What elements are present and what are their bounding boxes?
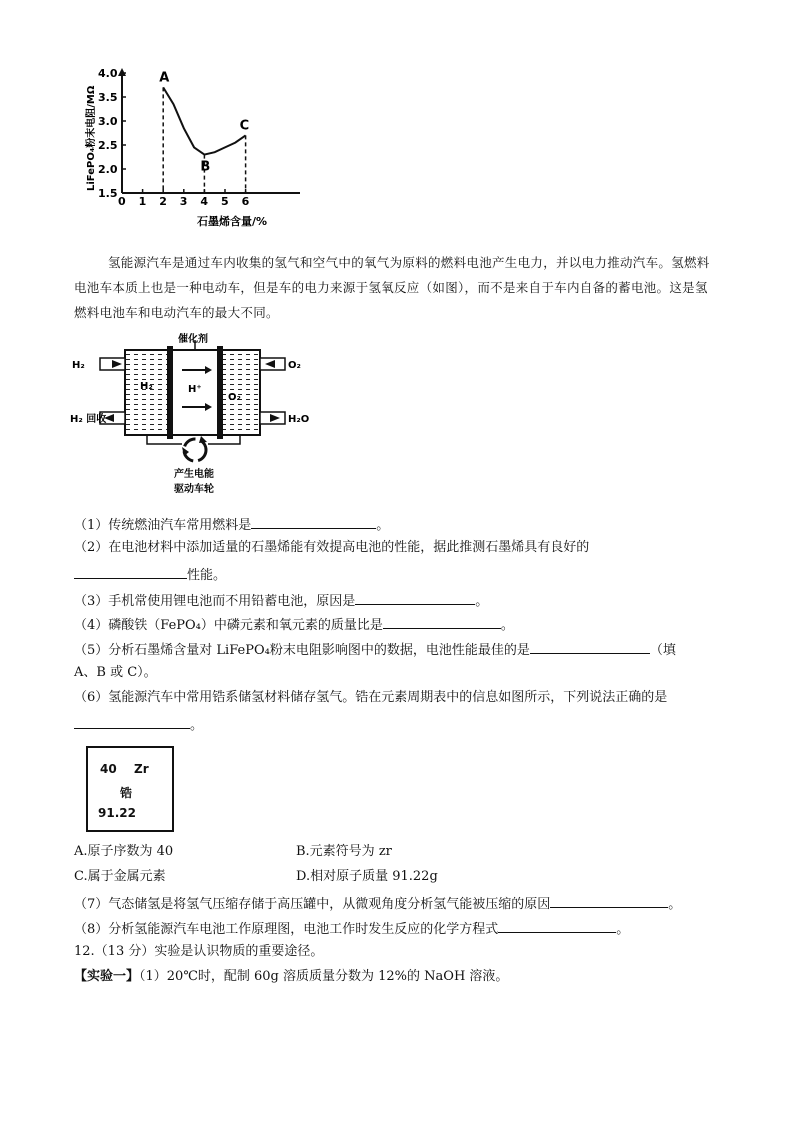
element-name: 锆 bbox=[120, 786, 133, 800]
x-axis-title: 石墨烯含量/% bbox=[197, 215, 268, 228]
y-tick-label: 1.5 bbox=[98, 187, 118, 200]
y-axis-title: LiFePO₄粉末电阻/MΩ bbox=[86, 85, 97, 191]
h-plus-label: H⁺ bbox=[188, 384, 202, 395]
caption-drive-wheels: 驱动车轮 bbox=[174, 484, 214, 495]
answer-blank-2[interactable] bbox=[74, 564, 187, 579]
x-tick-label: 1 bbox=[138, 195, 147, 208]
point-b-label: B bbox=[200, 159, 211, 175]
h2-chamber bbox=[125, 350, 170, 435]
recycle-icon bbox=[182, 436, 207, 461]
answer-blank-8[interactable] bbox=[498, 918, 616, 933]
o2-chamber-label: O₂ bbox=[228, 392, 241, 403]
h2-recycle-label: H₂ 回收 bbox=[70, 414, 107, 425]
h2-chamber-label: H₂ bbox=[140, 381, 153, 392]
question-2: （2）在电池材料中添加适量的石墨烯能有效提高电池的性能，据此推测石墨烯具有良好的 bbox=[74, 540, 590, 555]
y-tick-label: 3.0 bbox=[98, 115, 118, 128]
y-tick-label: 2.0 bbox=[98, 163, 118, 176]
answer-blank-1[interactable] bbox=[251, 514, 376, 529]
x-tick-label: 3 bbox=[179, 195, 188, 208]
question-6: （6）氢能源汽车中常用锆系储氢材料储存氢气。锆在元素周期表中的信息如图所示，下列说法正确的是 bbox=[74, 690, 668, 705]
option-b[interactable]: B.元素符号为 zr bbox=[296, 844, 392, 859]
option-a[interactable]: A.原子序数为 40 bbox=[74, 844, 174, 859]
answer-blank-7[interactable] bbox=[550, 893, 668, 908]
experiment-1: 【实验一】（1）20℃时，配制 60g 溶质质量分数为 12%的 NaOH 溶液。 bbox=[74, 969, 509, 984]
question-6-line2: 。 bbox=[74, 714, 203, 735]
y-tick-label: 3.5 bbox=[98, 91, 118, 104]
experiment-1-label: 【实验一】 bbox=[74, 969, 140, 984]
x-tick-label: 5 bbox=[221, 195, 229, 208]
o2-inlet-label: O₂ bbox=[288, 360, 301, 371]
fuel-cell-diagram bbox=[70, 332, 310, 502]
chart-axes bbox=[84, 67, 300, 228]
resistance-graph bbox=[80, 66, 300, 236]
question-3: （3）手机常使用锂电池而不用铅蓄电池，原因是 。 bbox=[74, 590, 488, 611]
h2-inlet-label: H₂ bbox=[72, 360, 85, 371]
question-7: （7）气态储氢是将氢气压缩存储于高压罐中，从微观角度分析氢气能被压缩的原因 。 bbox=[74, 893, 681, 914]
answer-blank-6[interactable] bbox=[74, 714, 190, 729]
x-tick-label: 2 bbox=[159, 195, 167, 208]
answer-blank-3[interactable] bbox=[355, 590, 475, 605]
answer-blank-4[interactable] bbox=[383, 614, 501, 629]
question-1: （1）传统燃油汽车常用燃料是 。 bbox=[74, 514, 389, 535]
x-tick-label: 4 bbox=[200, 195, 209, 208]
atomic-mass: 91.22 bbox=[98, 806, 136, 820]
intro-paragraph: 氢能源汽车是通过车内收集的氢气和空气中的氧气为原料的燃料电池产生电力，并以电力推动汽车。氢燃料电池车本质上也是一种电动车，但是车的电力来源于氢氧反应（如图），而不是来自于车内自备的蓄电池。这是氢燃料电池车和电动汽车的最大不同。 bbox=[74, 255, 710, 320]
x-tick-label: 0 bbox=[118, 195, 126, 208]
y-axis-arrow bbox=[118, 68, 126, 76]
question-5-line2: A、B 或 C）。 bbox=[74, 665, 157, 680]
point-a-label: A bbox=[159, 70, 170, 86]
y-tick-label: 2.5 bbox=[98, 139, 118, 152]
question-2-line2: 性能。 bbox=[74, 564, 226, 585]
question-4: （4）磷酸铁（FePO₄）中磷元素和氧元素的质量比是 。 bbox=[74, 614, 514, 635]
answer-blank-5[interactable] bbox=[530, 639, 650, 654]
catalyst-label: 催化剂 bbox=[178, 334, 208, 345]
y-tick-label: 4.0 bbox=[98, 67, 118, 80]
question-12-heading: 12.（13 分）实验是认识物质的重要途径。 bbox=[74, 944, 324, 959]
element-symbol: Zr bbox=[134, 762, 149, 776]
resistance-curve bbox=[163, 87, 245, 154]
point-c-label: C bbox=[239, 118, 250, 134]
zirconium-element-card bbox=[86, 746, 174, 832]
caption-generate-electricity: 产生电能 bbox=[174, 469, 214, 480]
x-tick-label: 6 bbox=[241, 195, 250, 208]
chart-marks bbox=[159, 70, 249, 193]
question-8: （8）分析氢能源汽车电池工作原理图，电池工作时发生反应的化学方程式 。 bbox=[74, 918, 629, 939]
option-d[interactable]: D.相对原子质量 91.22g bbox=[296, 869, 438, 884]
option-c[interactable]: C.属于金属元素 bbox=[74, 869, 166, 884]
question-5: （5）分析石墨烯含量对 LiFePO₄粉末电阻影响图中的数据，电池性能最佳的是 （填 bbox=[74, 639, 676, 660]
atomic-number: 40 bbox=[100, 762, 117, 776]
h2o-outlet-label: H₂O bbox=[288, 414, 310, 425]
